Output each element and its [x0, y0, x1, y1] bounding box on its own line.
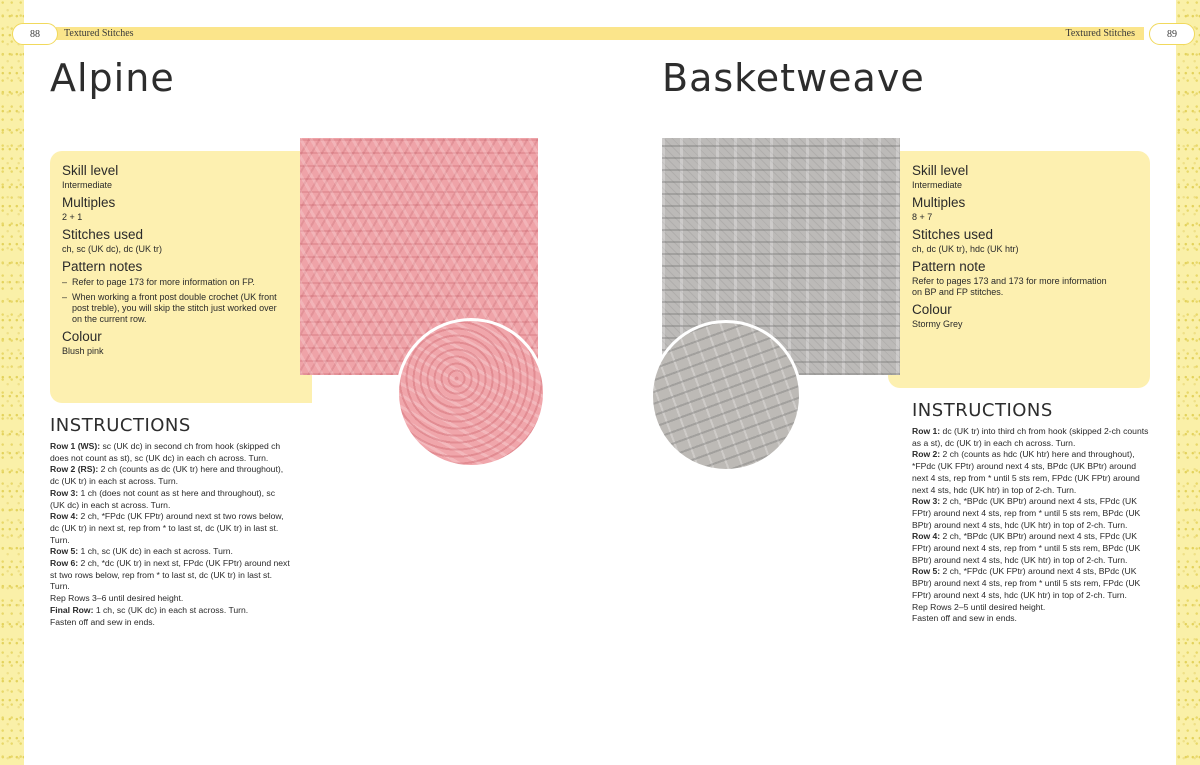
- basketweave-info-box: [888, 151, 1150, 388]
- alpine-title: Alpine: [50, 56, 175, 100]
- right-page-edge: [1176, 0, 1200, 765]
- skill-level-value: Intermediate: [62, 180, 113, 190]
- pattern-note: – Refer to page 173 for more information on FP.: [62, 277, 282, 288]
- pattern-note-value: Refer to pages 173 and 173 for more information on BP and FP stitches.: [912, 276, 1107, 297]
- instruction-row: Rep Rows 3–6 until desired height.: [50, 593, 184, 604]
- instruction-row: Row 4: 2 ch, *BPdc (UK BPtr) around next 4 sts, FPdc (UK FPtr) around next 4 sts, rep from * until 5 sts rem, BPdc (UK BPtr) around next 4 sts, hdc (UK htr) in top of 2-ch. Turn.: [912, 531, 1141, 565]
- instruction-row: Row 2: 2 ch (counts as hdc (UK htr) here and throughout), *FPdc (UK FPtr) around next 4 sts, BPdc (UK BPtr) around next 4 sts, rep from * until 5 sts rem, FPdc (UK FPtr) around next 4 sts, hdc (UK htr) in top of 2-ch. Turn.: [912, 449, 1140, 495]
- stitches-used-value: ch, sc (UK dc), dc (UK tr): [62, 244, 163, 254]
- stitches-used-label: Stitches used: [912, 227, 994, 242]
- instruction-row: Row 3: 1 ch (does not count as st here and throughout), sc (UK dc) in each st across. Turn.: [50, 487, 275, 510]
- basketweave-title: Basketweave: [662, 56, 925, 100]
- colour-value: Blush pink: [62, 346, 104, 356]
- stitches-used-label: Stitches used: [62, 227, 144, 242]
- basketweave-closeup-photo: [650, 320, 802, 472]
- skill-level-label: Skill level: [912, 163, 969, 178]
- instruction-row: Final Row: 1 ch, sc (UK dc) in each st across. Turn.: [50, 604, 249, 615]
- alpine-info-box: [50, 151, 312, 403]
- instruction-row: Row 3: 2 ch, *BPdc (UK BPtr) around next 4 sts, FPdc (UK FPtr) around next 4 sts, rep from * until 5 sts rem, BPdc (UK BPtr) around next 4 sts, hdc (UK htr) in top of 2-ch. Turn.: [912, 496, 1141, 530]
- skill-level-label: Skill level: [62, 163, 119, 178]
- multiples-value: 8 + 7: [912, 212, 933, 222]
- colour-value: Stormy Grey: [912, 319, 963, 329]
- multiples-label: Multiples: [62, 195, 116, 210]
- instruction-row: Row 1 (WS): sc (UK dc) in second ch from hook (skipped ch does not count as st), sc (UK dc) in each ch across. Turn.: [50, 441, 281, 463]
- pattern-note: – When working a front post double crochet (UK front post treble), you will skip the stitch just worked over on the current row.: [62, 292, 282, 325]
- pattern-note-label: Pattern note: [912, 259, 986, 274]
- multiples-value: 2 + 1: [62, 212, 83, 222]
- instruction-row: Row 1: dc (UK tr) into third ch from hook (skipped 2-ch counts as a st), dc (UK tr) in each ch across. Turn.: [912, 426, 1149, 448]
- instruction-row: Row 6: 2 ch, *dc (UK tr) in next st, FPdc (UK FPtr) around next st two rows below, rep from * to last st, dc (UK tr) in last st. Turn.: [50, 558, 290, 592]
- right-page-number: 89: [1149, 23, 1195, 45]
- alpine-instructions: [50, 441, 290, 628]
- alpine-instructions-heading: INSTRUCTIONS: [50, 415, 191, 436]
- instruction-row: Row 5: 1 ch, sc (UK dc) in each st across. Turn.: [50, 546, 233, 557]
- pattern-notes-list: [62, 277, 300, 325]
- basketweave-instructions-heading: INSTRUCTIONS: [912, 400, 1053, 421]
- alpine-closeup-photo: [396, 318, 546, 468]
- multiples-label: Multiples: [912, 195, 966, 210]
- right-header-bar: [600, 27, 1144, 40]
- left-section-title: Textured Stitches: [64, 28, 134, 39]
- left-page-number: 88: [12, 23, 58, 45]
- instruction-row: Fasten off and sew in ends.: [912, 613, 1017, 624]
- left-page-edge: [0, 0, 24, 765]
- instruction-row: Row 4: 2 ch, *FPdc (UK FPtr) around next st two rows below, dc (UK tr) in next st, rep from * to last st, dc (UK tr) in last st. Turn.: [50, 511, 284, 545]
- stitches-used-value: ch, dc (UK tr), hdc (UK htr): [912, 244, 1019, 254]
- left-header-bar: [56, 27, 600, 40]
- instruction-row: Row 5: 2 ch, *FPdc (UK FPtr) around next 4 sts, BPdc (UK BPtr) around next 4 sts, rep from * until 5 sts rem, FPdc (UK FPtr) around next 4 sts, hdc (UK htr) in top of 2-ch. Turn.: [912, 566, 1141, 600]
- instruction-row: Row 2 (RS): 2 ch (counts as dc (UK tr) here and throughout), dc (UK tr) in each st across. Turn.: [50, 464, 284, 487]
- colour-label: Colour: [912, 302, 952, 317]
- basketweave-instructions: [912, 426, 1152, 625]
- right-section-title: Textured Stitches: [1065, 28, 1135, 39]
- instruction-row: Rep Rows 2–5 until desired height.: [912, 601, 1046, 612]
- instruction-row: Fasten off and sew in ends.: [50, 616, 155, 627]
- colour-label: Colour: [62, 329, 102, 344]
- pattern-notes-label: Pattern notes: [62, 259, 143, 274]
- skill-level-value: Intermediate: [912, 180, 963, 190]
